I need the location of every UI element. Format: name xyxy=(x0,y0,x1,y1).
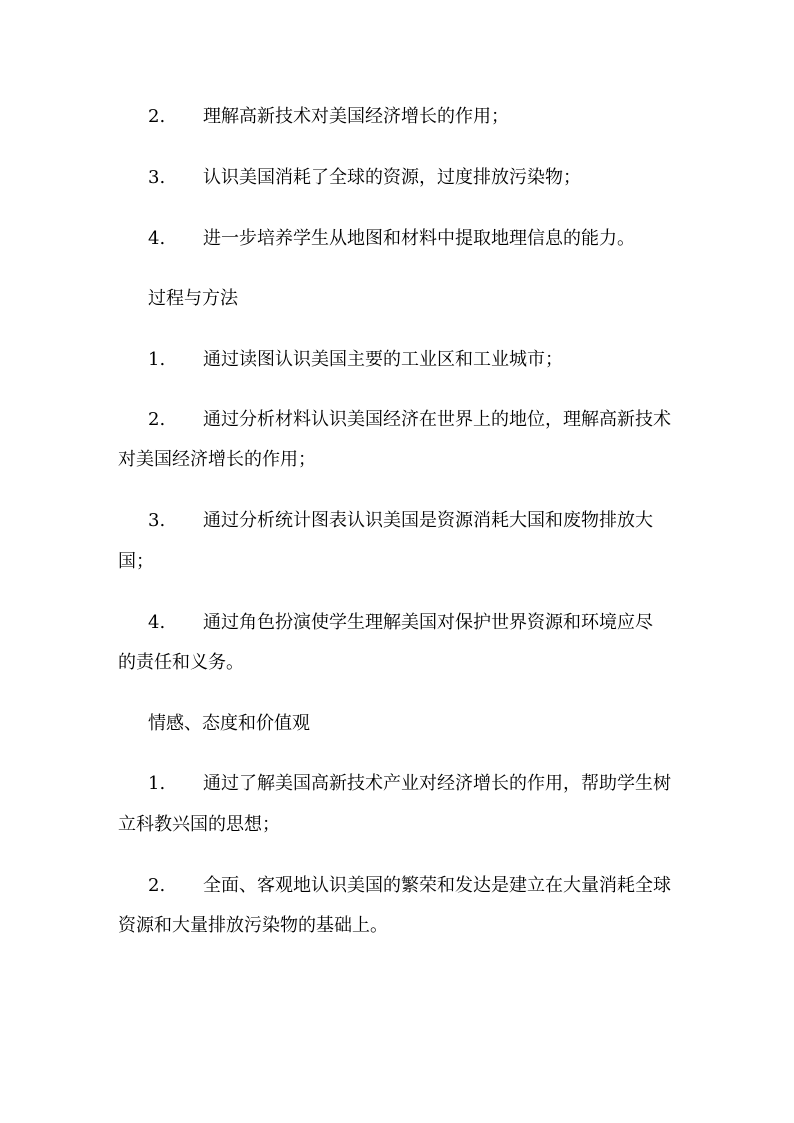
section-heading-process: 过程与方法 xyxy=(148,288,238,309)
list-item-continuation: 资源和大量排放污染物的基础上。 xyxy=(118,915,388,936)
list-item-continuation: 对美国经济增长的作用； xyxy=(118,449,316,470)
list-item-number: 4. xyxy=(148,612,166,633)
list-item-text: 进一步培养学生从地图和材料中提取地理信息的能力。 xyxy=(203,228,635,249)
list-item-number: 3. xyxy=(148,510,166,531)
list-item-text: 通过分析统计图表认识美国是资源消耗大国和废物排放大 xyxy=(203,510,653,531)
list-item-number: 1. xyxy=(148,349,166,370)
list-item-number: 3. xyxy=(148,167,166,188)
list-item-text: 通过角色扮演使学生理解美国对保护世界资源和环境应尽 xyxy=(203,612,653,633)
list-item-number: 4. xyxy=(148,228,166,249)
list-item-continuation: 的责任和义务。 xyxy=(118,652,244,673)
list-item-text: 理解高新技术对美国经济增长的作用； xyxy=(203,106,509,127)
list-item-continuation: 国； xyxy=(118,551,154,572)
list-item-number: 2. xyxy=(148,875,166,896)
section-heading-emotion: 情感、态度和价值观 xyxy=(148,713,310,734)
list-item-text: 通过分析材料认识美国经济在世界上的地位，理解高新技术 xyxy=(203,409,671,430)
list-item-text: 认识美国消耗了全球的资源，过度排放污染物； xyxy=(203,167,581,188)
list-item-number: 1. xyxy=(148,773,166,794)
list-item-number: 2. xyxy=(148,409,166,430)
list-item-number: 2. xyxy=(148,106,166,127)
list-item-text: 全面、客观地认识美国的繁荣和发达是建立在大量消耗全球 xyxy=(203,875,671,896)
list-item-text: 通过读图认识美国主要的工业区和工业城市； xyxy=(203,349,563,370)
list-item-continuation: 立科教兴国的思想； xyxy=(118,814,280,835)
list-item-text: 通过了解美国高新技术产业对经济增长的作用，帮助学生树 xyxy=(203,773,671,794)
